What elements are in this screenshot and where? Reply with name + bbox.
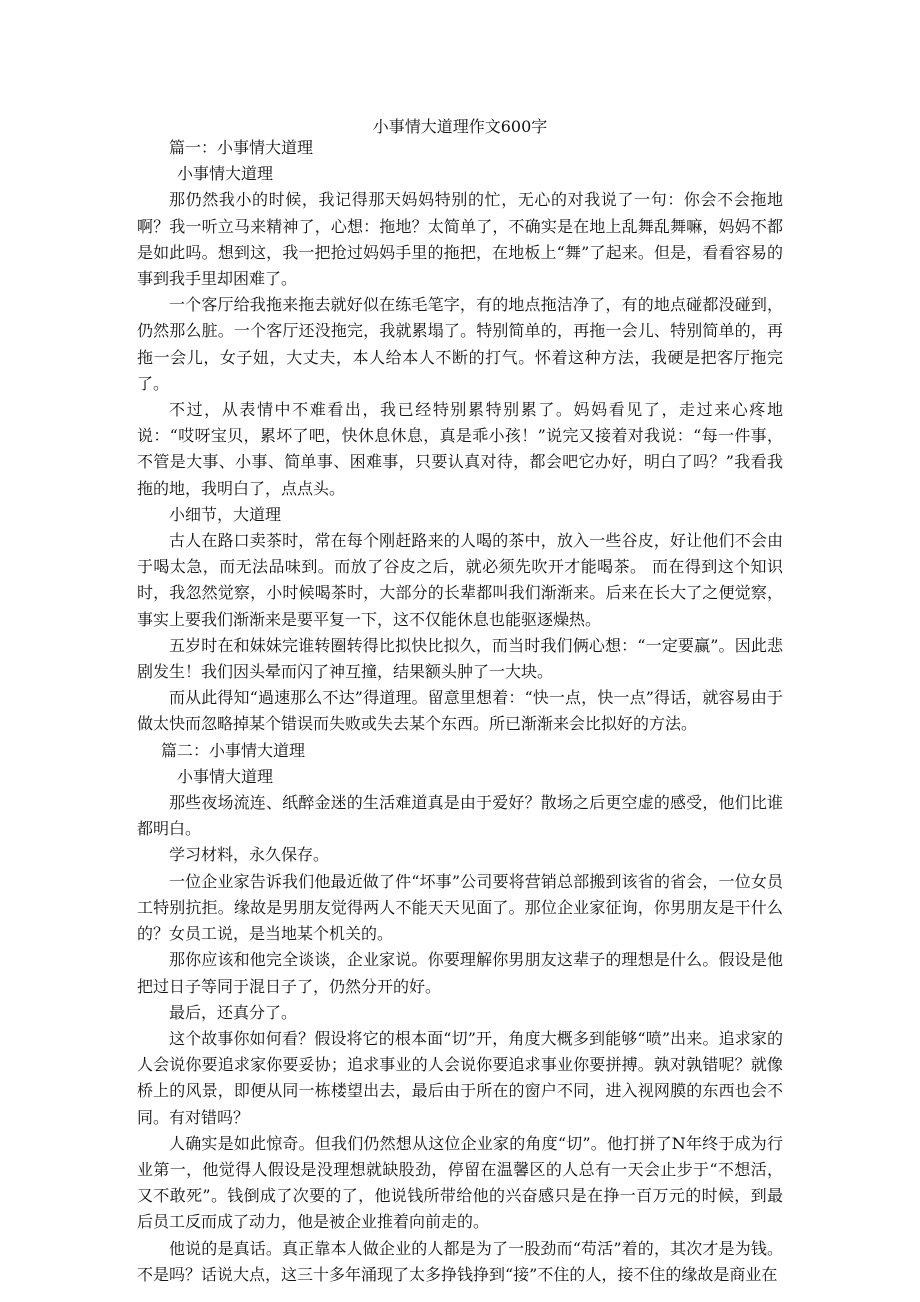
- body-paragraph: 五岁时在和妹妹完谁转圈转得比拟快比拟久，而当时我们俩心想：“一定要赢”。因此悲剧发生！我们因头晕而闪了神互撞，结果额头肿了一大块。: [137, 635, 783, 682]
- body-paragraph: 不过，从表情中不难看出，我已经特别累特别累了。妈妈看见了，走过来心疼地说：“哎呀宝贝，累坏了吧，快休息休息，真是乖小孩！”说完又接着对我说：“每一件事，不管是大事、小事、简单事、困难事，只要认真对待，都会吧它办好，明白了吗？”我看我拖的地，我明白了，点点头。: [137, 400, 783, 498]
- body-paragraph: 一位企业家告诉我们他最近做了件“坏事”公司要将营销总部搬到该省的省会，一位女员工特别抗拒。缘故是男朋友觉得两人不能天天见面了。那位企业家征询，你男朋友是干什么的？女员工说，是当地某个机关的。: [137, 871, 783, 944]
- body-paragraph: 那你应该和他完全谈谈，企业家说。你要理解你男朋友这辈子的理想是什么。假设是他把过日子等同于混日子了，仍然分开的好。: [137, 950, 783, 996]
- body-paragraph: 最后，还真分了。: [169, 1002, 298, 1022]
- document-title: 小事情大道理作文600字: [372, 117, 548, 136]
- body-paragraph: 学习材料，永久保存。: [169, 845, 330, 865]
- body-paragraph: 小细节，大道理: [169, 504, 282, 524]
- section-subheading: 小事情大道理: [177, 164, 274, 184]
- document-body: [137, 135, 783, 1288]
- body-paragraph: 他说的是真话。真正靠本人做企业的人都是为了一股劲而“苟活”着的，其次才是为钱。不是吗？话说大点，这三十多年涌现了太多挣钱挣到“接”不住的人，接不住的缘故是商业在: [137, 1238, 783, 1284]
- body-paragraph: 那仍然我小的时候，我记得那天妈妈特别的忙，无心的对我说了一句：你会不会拖地啊？我一听立马来精神了，心想：拖地？太简单了，不确实是在地上乱舞乱舞嘛，妈妈不都是如此吗。想到这，我一把抢过妈妈手里的拖把，在地板上“舞”了起来。但是，看看容易的事到我手里却困难了。: [137, 190, 783, 289]
- body-paragraph: 这个故事你如何看？假设将它的根本面“切”开，角度大概多到能够“喷”出来。追求家的人会说你要追求家你要妥协；追求事业的人会说你要追求事业你要拼搏。孰对孰错呢？就像桥上的风景，即便从同一栋楼望出去，最后由于所在的窗户不同，进入视网膜的东西也会不同。有对错吗？: [137, 1028, 783, 1127]
- section-heading: 篇一：小事情大道理: [169, 138, 314, 157]
- body-paragraph: 古人在路口卖茶时，常在每个刚赶路来的人喝的茶中，放入一些谷皮，好让他们不会由于喝太急，而无法品味到。而放了谷皮之后，就必须先吹开才能喝茶。 而在得到这个知识时，我忽然觉察，小时候喝茶时，大部分的长辈都叫我们渐渐来。后来在长大了之便觉察，事实上要我们渐渐来是要平复一下，这不仅能休息也能驱逐燥热。: [137, 531, 783, 629]
- body-paragraph: 一个客厅给我拖来拖去就好似在练毛笔字，有的地点拖洁净了，有的地点碰都没碰到，仍然那么脏。一个客厅还没拖完，我就累塌了。特别简单的，再拖一会儿、特别简单的，再拖一会儿，女子妞，大丈夫，本人给本人不断的打气。怀着这种方法，我硬是把客厅拖完了。: [137, 295, 783, 393]
- body-paragraph: 而从此得知“過速那么不达”得道理。留意里想着：“快一点，快一点”得话，就容易由于做太快而忽略掉某个错误而失败或失去某个东西。所已渐渐来会比拟好的方法。: [137, 688, 783, 734]
- section-heading: 篇二：小事情大道理: [161, 740, 306, 760]
- body-paragraph: 人确实是如此惊奇。但我们仍然想从这位企业家的角度“切”。他打拼了N年终于成为行业第一，他觉得人假设是没理想就缺股劲，停留在温馨区的人总有一天会止步于“不想活，又不敢死”。钱倒成了次要的了，他说钱所带给他的兴奋感只是在挣一百万元的时候，到最后员工反而成了动力，他是被企业推着向前走的。: [137, 1133, 783, 1232]
- section-subheading: 小事情大道理: [177, 766, 274, 786]
- body-paragraph: 那些夜场流连、纸醉金迷的生活难道真是由于爱好？散场之后更空虚的感受，他们比谁都明白。: [137, 793, 783, 839]
